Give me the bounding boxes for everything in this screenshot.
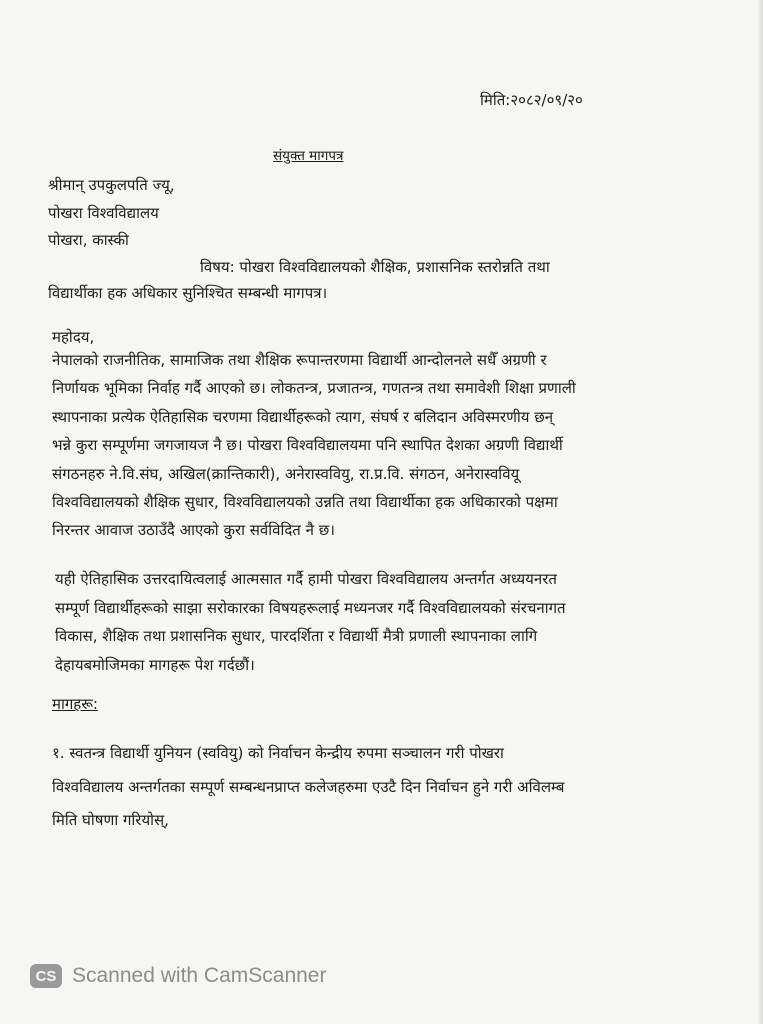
recipient-institution: पोखरा विश्वविद्यालय	[48, 204, 159, 222]
paragraph-line: विश्वविद्यालयको शैक्षिक सुधार, विश्वविद्यालयको उन्नति तथा विद्यार्थीका हक अधिकारको पक्षमा	[52, 492, 558, 511]
salutation: महोदय,	[52, 328, 95, 346]
paragraph-line: भन्ने कुरा सम्पूर्णमा जगजायज नै छ। पोखरा विश्वविद्यालयमा पनि स्थापित देशका अग्रणी विद्यार्थी	[52, 436, 563, 455]
demand-line: विश्वविद्यालय अन्तर्गतका सम्पूर्ण सम्बन्धनप्राप्त कलेजहरुमा एउटै दिन निर्वाचन हुने गरी अविलम्ब	[52, 777, 565, 796]
camscanner-watermark	[30, 964, 326, 988]
recipient-title: श्रीमान् उपकुलपति ज्यू,	[48, 176, 175, 194]
camscanner-icon: CS	[30, 964, 62, 988]
watermark-text: Scanned with CamScanner	[72, 964, 327, 987]
paragraph-line: संगठनहरु ने.वि.संघ, अखिल(क्रान्तिकारी), अनेरास्ववियु, रा.प्र.वि. संगठन, अनेरास्ववियू	[52, 464, 520, 483]
paragraph-line: सम्पूर्ण विद्यार्थीहरूको साझा सरोकारका विषयहरूलाई मध्यनजर गर्दै विश्वविद्यालयको संरचनागत	[55, 598, 566, 617]
paragraph-line: विकास, शैक्षिक तथा प्रशासनिक सुधार, पारदर्शिता र विद्यार्थी मैत्री प्रणाली स्थापनाका लागि	[55, 627, 538, 646]
paragraph-line: यही ऐतिहासिक उत्तरदायित्वलाई आत्मसात गर्दै हामी पोखरा विश्वविद्यालय अन्तर्गत अध्ययनरत	[55, 570, 557, 588]
paragraph-2	[55, 565, 566, 679]
demand-line: मिति घोषणा गरियोस्,	[52, 811, 169, 829]
demand-line: १. स्वतन्त्र विद्यार्थी युनियन (स्ववियु) को निर्वाचन केन्द्रीय रुपमा सञ्चालन गरी पोखरा	[52, 744, 504, 762]
paragraph-line: निरन्तर आवाज उठाउँदै आएको कुरा सर्वविदित नै छ।	[52, 521, 335, 540]
paragraph-line: निर्णायक भूमिका निर्वाह गर्दै आएको छ। लोकतन्त्र, प्रजातन्त्र, गणतन्त्र तथा समावेशी शिक्षा प्रणाली	[52, 379, 576, 398]
demand-item-1	[52, 737, 564, 838]
recipient-address: पोखरा, कास्की	[48, 231, 129, 249]
paragraph-line: नेपालको राजनीतिक, सामाजिक तथा शैक्षिक रूपान्तरणमा विद्यार्थी आन्दोलनले सधैँ अग्रणी र	[52, 351, 547, 369]
paragraph-1	[52, 346, 576, 545]
subject-line-1: विषय: पोखरा विश्वविद्यालयको शैक्षिक, प्रशासनिक स्तरोन्नति तथा	[200, 258, 550, 276]
subject-line-2: विद्यार्थीका हक अधिकार सुनिश्चित सम्बन्धी मागपत्र।	[48, 284, 328, 302]
scan-edge-shadow	[757, 0, 763, 1024]
demands-heading: मागहरू:	[52, 695, 98, 713]
letter-heading: संयुक्त मागपत्र	[273, 148, 344, 164]
paragraph-line: देहायबमोजिमका मागहरू पेश गर्दछौं।	[55, 655, 255, 674]
letter-date: मिति:२०८२/०९/२०	[480, 91, 583, 109]
paragraph-line: स्थापनाका प्रत्येक ऐतिहासिक चरणमा विद्यार्थीहरूको त्याग, संघर्ष र बलिदान अविस्मरणीय छन्	[52, 407, 554, 426]
